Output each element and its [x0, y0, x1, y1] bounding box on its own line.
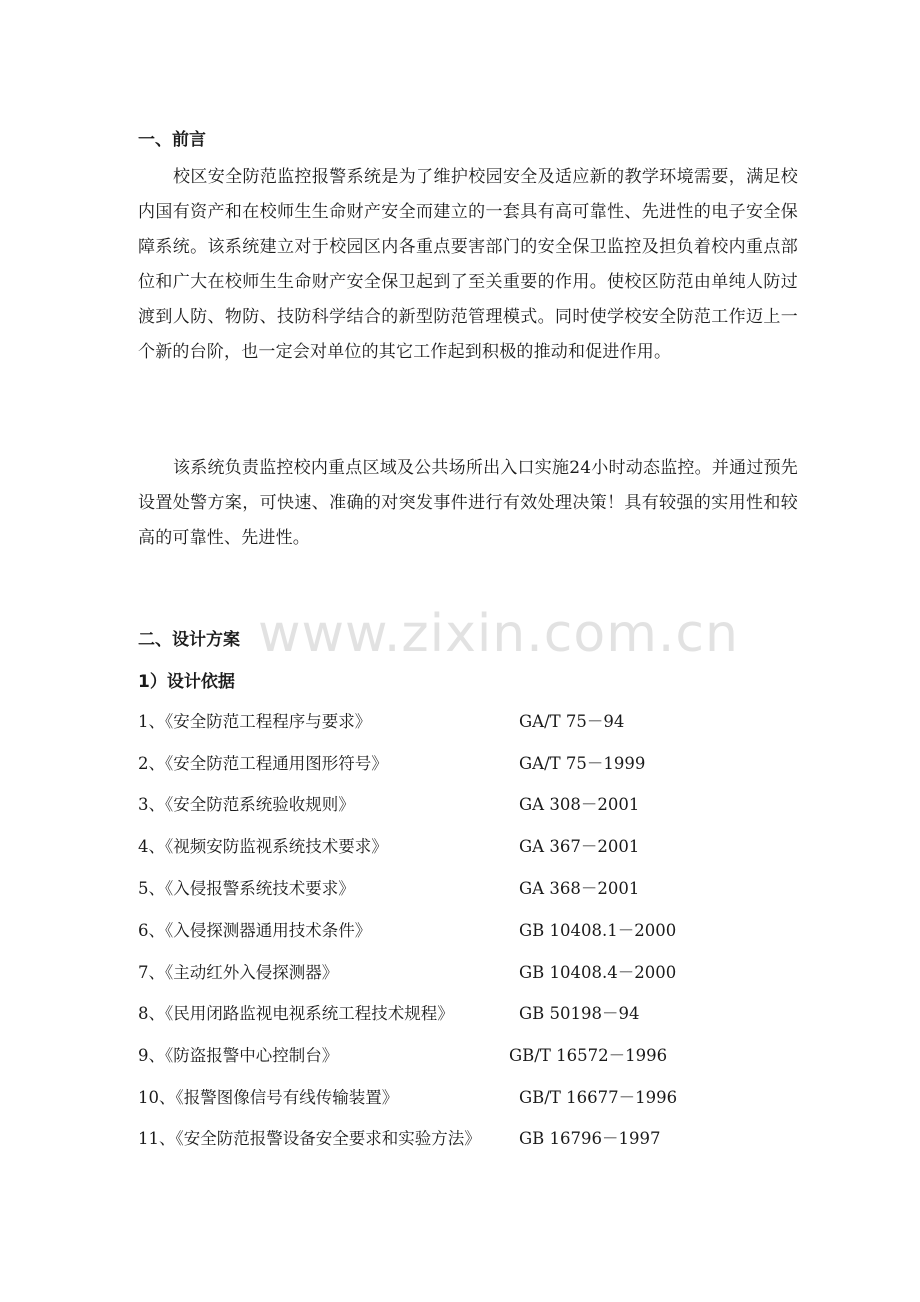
reference-code: GA/T 75－1999 [519, 754, 646, 773]
reference-title: 11、《安全防范报警设备安全要求和实验方法》 [138, 1129, 481, 1148]
reference-title: 3、《安全防范系统验收规则》 [138, 795, 355, 814]
reference-item [138, 920, 798, 942]
preface-paragraph-2: 该系统负责监控校内重点区域及公共场所出入口实施24小时动态监控。并通过预先设置处警方案，可快速、准确的对突发事件进行有效处理决策！具有较强的实用性和较高的可靠性、先进性。 [138, 458, 798, 548]
reference-item [138, 1128, 798, 1150]
section-heading-design: 二、设计方案 [138, 630, 240, 650]
reference-code: GA/T 75－94 [519, 712, 625, 731]
reference-item [138, 836, 798, 858]
reference-item [138, 794, 798, 816]
reference-code: GA 308－2001 [519, 795, 640, 814]
reference-title: 1、《安全防范工程程序与要求》 [138, 712, 372, 731]
reference-item [138, 1045, 798, 1067]
reference-title: 6、《入侵探测器通用技术条件》 [138, 921, 372, 940]
reference-item [138, 962, 798, 984]
reference-title: 7、《主动红外入侵探测器》 [138, 963, 339, 982]
reference-title: 5、《入侵报警系统技术要求》 [138, 879, 355, 898]
reference-title: 10、《报警图像信号有线传输装置》 [138, 1088, 399, 1107]
reference-item [138, 1003, 798, 1025]
preface-paragraph-1: 校区安全防范监控报警系统是为了维护校园安全及适应新的教学环境需要，满足校内国有资产和在校师生生命财产安全而建立的一套具有高可靠性、先进性的电子安全保障系统。该系统建立对于校园区内各重点要害部门的安全保卫监控及担负着校内重点部位和广大在校师生生命财产安全保卫起到了至关重要的作用。使校区防范由单纯人防过渡到人防、物防、技防科学结合的新型防范管理模式。同时使学校安全防范工作迈上一个新的台阶，也一定会对单位的其它工作起到积极的推动和促进作用。 [138, 167, 798, 362]
subsection-heading-basis: 1）设计依据 [138, 672, 235, 692]
reference-item [138, 711, 798, 733]
reference-code: GB/T 16677－1996 [519, 1088, 678, 1107]
reference-title: 4、《视频安防监视系统技术要求》 [138, 837, 388, 856]
section-heading-preface: 一、前言 [138, 130, 206, 150]
reference-code: GB 16796－1997 [519, 1129, 661, 1148]
reference-code: GB/T 16572－1996 [509, 1046, 668, 1065]
reference-title: 2、《安全防范工程通用图形符号》 [138, 754, 388, 773]
reference-item [138, 753, 798, 775]
reference-code: GB 10408.4－2000 [519, 963, 677, 982]
reference-item [138, 1087, 798, 1109]
reference-code: GB 10408.1－2000 [519, 921, 677, 940]
reference-title: 9、《防盗报警中心控制台》 [138, 1046, 339, 1065]
reference-code: GB 50198－94 [519, 1004, 640, 1023]
reference-item [138, 878, 798, 900]
reference-code: GA 368－2001 [519, 879, 640, 898]
reference-code: GA 367－2001 [519, 837, 640, 856]
reference-title: 8、《民用闭路监视电视系统工程技术规程》 [138, 1004, 454, 1023]
watermark: www.zixin.com.cn [258, 604, 739, 664]
